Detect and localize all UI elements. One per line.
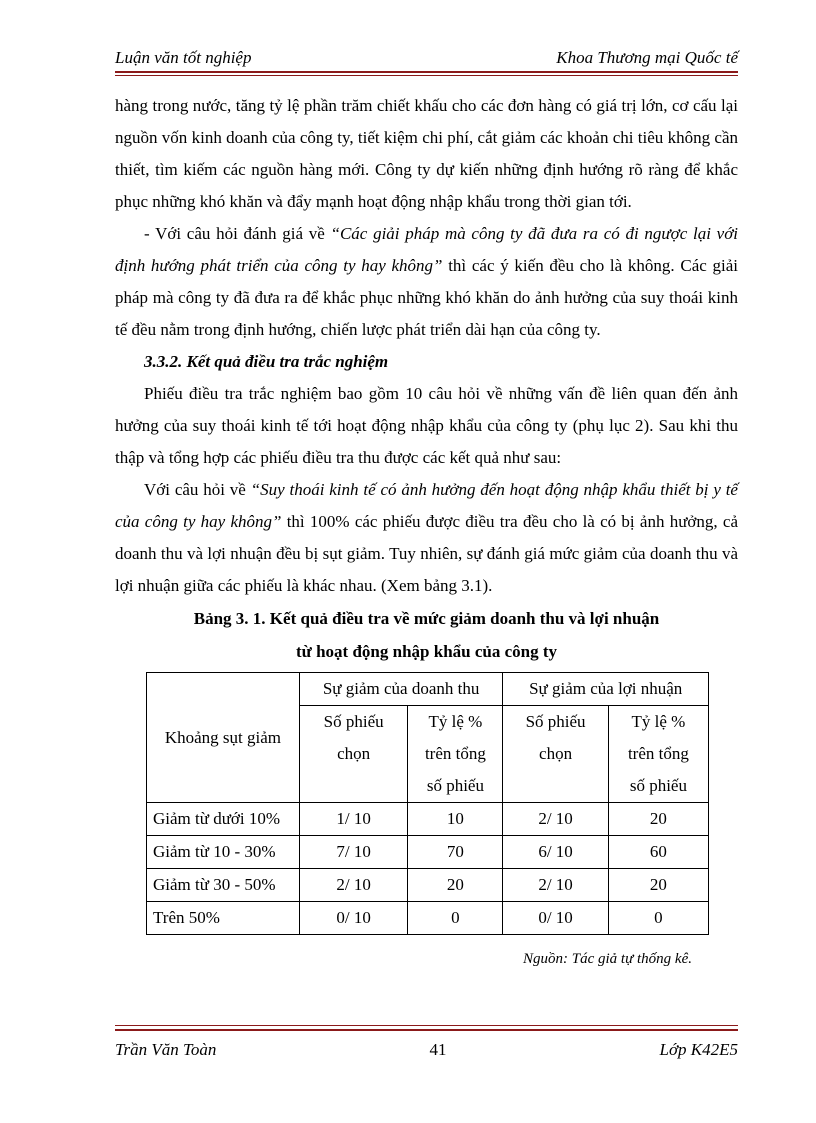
page-footer: [115, 1040, 738, 1060]
page-number: 41: [429, 1040, 447, 1059]
header-faculty: Khoa Thương mại Quốc tế: [556, 48, 738, 67]
header-thesis-title: Luận văn tốt nghiệp: [115, 48, 252, 67]
table-row: Trên 50% 0/ 10 0 0/ 10 0: [147, 902, 709, 935]
footer-class: Lớp K42E5: [659, 1040, 738, 1059]
header-pro-votes: Số phiếu chọn: [503, 706, 608, 803]
table-source: Nguồn: Tác giả tự thống kê.: [523, 951, 692, 967]
footer-rule: [115, 1029, 738, 1031]
page-content: [115, 90, 738, 975]
footer-author: Trần Văn Toàn: [115, 1040, 217, 1059]
table-row: Giảm từ dưới 10% 1/ 10 10 2/ 10 20: [147, 803, 709, 836]
header-rev-votes: Số phiếu chọn: [299, 706, 408, 803]
paragraph: - Với câu hỏi đánh giá về “Các giải pháp mà công ty đã đưa ra có đi ngược lại với định hướng phát triển của công ty hay không” thì các ý kiến đều cho là không. Các giải pháp mà công ty đã đưa ra để khắc phục những khó khăn do ảnh hưởng của suy thoái kinh tế đều nằm trong định hướng, chiến lược phát triển dài hạn của công ty.: [115, 224, 738, 339]
header-rule: [115, 71, 738, 73]
footer-rule-thin: [115, 1025, 738, 1026]
section-subheading: 3.3.2. Kết quả điều tra trắc nghiệm: [144, 352, 389, 371]
results-table: [146, 672, 709, 935]
table-row: Giảm từ 30 - 50% 2/ 10 20 2/ 10 20: [147, 869, 709, 902]
header-revenue: Sự giảm của doanh thu: [299, 673, 502, 706]
header-profit: Sự giảm của lợi nhuận: [503, 673, 709, 706]
table-row: Giảm từ 10 - 30% 7/ 10 70 6/ 10 60: [147, 836, 709, 869]
header-rule-thin: [115, 75, 738, 76]
header-range: Khoảng sụt giảm: [147, 673, 300, 803]
header-pro-percent: Tỷ lệ % trên tổng số phiếu: [608, 706, 708, 803]
table-caption: Bảng 3. 1. Kết quả điều tra về mức giảm doanh thu và lợi nhuận từ hoạt động nhập khẩu của công ty: [193, 609, 660, 661]
paragraph: Với câu hỏi về “Suy thoái kinh tế có ảnh hưởng đến hoạt động nhập khẩu thiết bị y tế của công ty hay không” thì 100% các phiếu được điều tra đều cho là có bị ảnh hưởng, cả doanh thu và lợi nhuận đều bị sụt giảm. Tuy nhiên, sự đánh giá mức giảm của doanh thu và lợi nhuận giữa các phiếu là khác nhau. (Xem bảng 3.1).: [115, 480, 739, 595]
paragraph: Phiếu điều tra trắc nghiệm bao gồm 10 câu hỏi về những vấn đề liên quan đến ảnh hưởng của suy thoái kinh tế tới hoạt động nhập khẩu của công ty (phụ lục 2). Sau khi thu thập và tổng hợp các phiếu điều tra thu được các kết quả như sau:: [115, 384, 738, 467]
header-rev-percent: Tỷ lệ % trên tổng số phiếu: [408, 706, 503, 803]
paragraph: hàng trong nước, tăng tỷ lệ phần trăm chiết khấu cho các đơn hàng có giá trị lớn, cơ cấu lại nguồn vốn kinh doanh của công ty, tiết kiệm chi phí, cắt giảm các khoản chi tiêu không cần thiết, tìm kiếm các nguồn hàng mới. Công ty dự kiến những định hướng rõ ràng để khắc phục những khó khăn và đẩy mạnh hoạt động nhập khẩu trong thời gian tới.: [115, 96, 738, 211]
page-header: [115, 48, 738, 68]
